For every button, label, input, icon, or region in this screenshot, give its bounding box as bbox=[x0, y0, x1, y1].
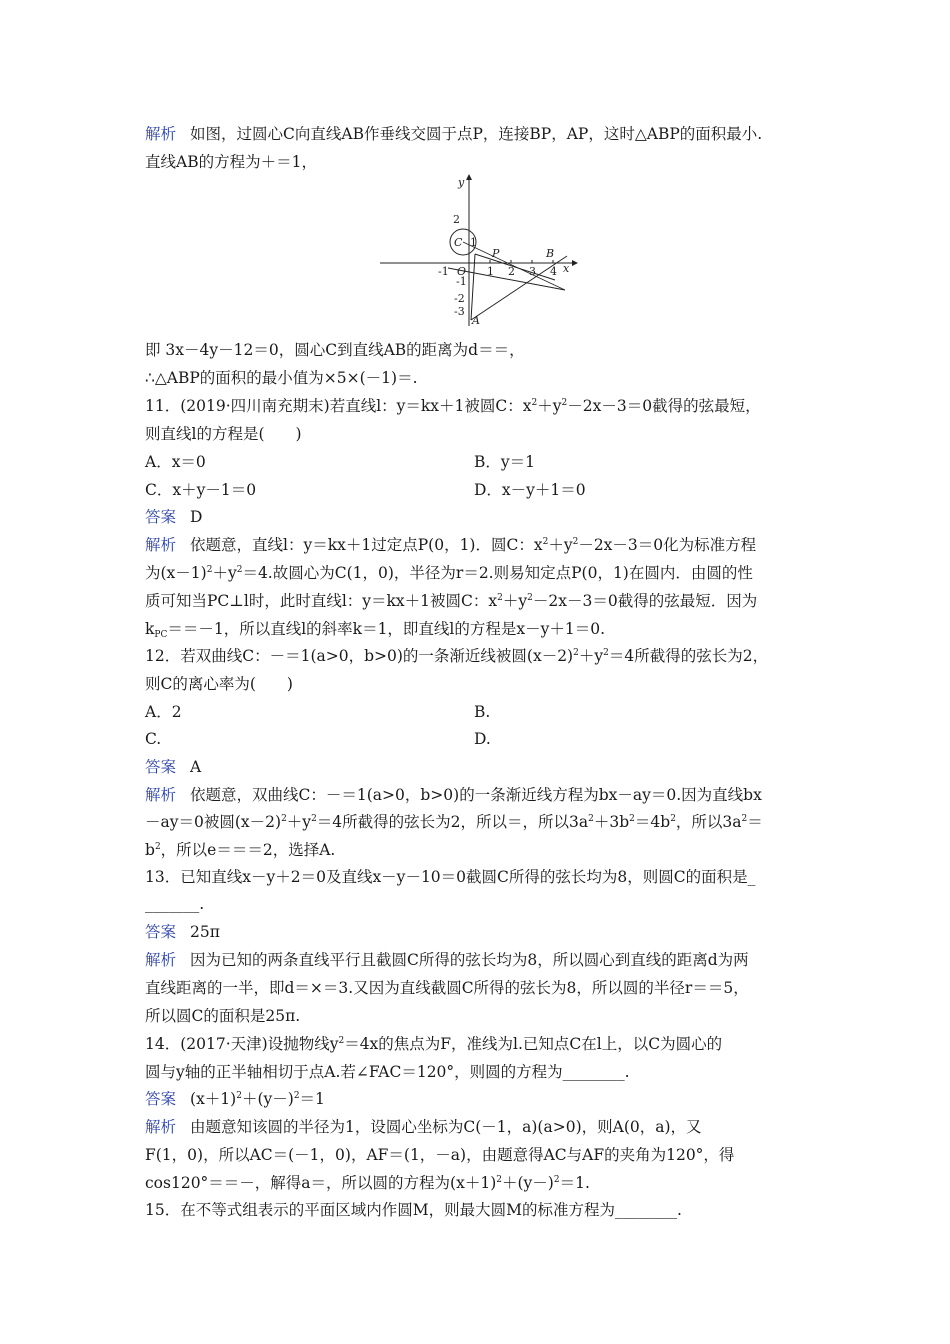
line-pa bbox=[471, 254, 475, 320]
x-tick-2: 2 bbox=[508, 265, 515, 278]
q12-option-c: C. bbox=[145, 730, 162, 748]
q11-option-d: D．x－y＋1＝0 bbox=[474, 481, 586, 499]
coordinate-figure bbox=[380, 172, 580, 332]
x-axis-arrow bbox=[572, 260, 578, 266]
x-axis-label: x bbox=[563, 262, 570, 275]
q14-analysis-2: F(1，0)，所以AC＝(－1，0)，AF＝(1，－a)，由题意得AC与AF的夹角为120°，得 bbox=[145, 1146, 735, 1164]
q11-analysis-4: $k_{PC}==-1$，所以直线l的斜率k＝1，即直线l的方程是x－y＋1＝0. bbox=[145, 620, 606, 640]
q12-analysis-3: $b^2$，所以e＝＝＝2，选择A. bbox=[145, 841, 336, 859]
q12-analysis-1: 解析 依题意，双曲线C：－＝1(a>0，b>0)的一条渐近线方程为bx－ay＝0.因为直线bx bbox=[145, 786, 762, 804]
q14-answer: 答案 $(x+1)^2+(y-)^2=1$ bbox=[145, 1090, 325, 1108]
q15-stem-1: 15．在不等式组表示的平面区域内作圆M，则最大圆M的标准方程为________. bbox=[145, 1201, 682, 1219]
q11-option-a: A．x＝0 bbox=[145, 453, 206, 471]
q12-analysis-2: －ay＝0被圆$(x-2)^2+y^2=4$所截得的弦长为2，所以＝，所以$3a^2+3b^2=4b^2$，所以$3a^2=$ bbox=[145, 813, 763, 831]
q11-stem-2: 则直线l的方程是( ) bbox=[145, 425, 302, 443]
label-c-one: 1 bbox=[470, 236, 477, 249]
label-p: P bbox=[492, 247, 500, 260]
label-b: B bbox=[546, 247, 555, 260]
q14-analysis-1: 解析 由题意知该圆的半径为1，设圆心坐标为C(－1，a)(a>0)，则A(0，a)，又 bbox=[145, 1118, 702, 1136]
answer-tag: 答案 bbox=[145, 923, 177, 941]
analysis-tag: 解析 bbox=[145, 125, 177, 143]
q12-stem-2: 则C的离心率为( ) bbox=[145, 675, 293, 693]
q14-stem-1: 14．(2017·天津)设抛物线$y^2=4x$的焦点为F，准线为l.已知点C在l上，以C为圆心的 bbox=[145, 1035, 723, 1053]
y-axis-label: y bbox=[458, 176, 465, 189]
q14-analysis-3: cos120°＝＝－，解得a＝，所以圆的方程为$(x+1)^2+(y-)^2=1$. bbox=[145, 1174, 590, 1192]
y-axis-arrow bbox=[466, 174, 472, 180]
label-origin: O bbox=[457, 265, 467, 278]
q12-option-d: D. bbox=[474, 730, 491, 748]
analysis-tag: 解析 bbox=[145, 786, 177, 804]
after-fig-line-2: ∴△ABP的面积的最小值为×5×(－1)＝. bbox=[145, 369, 418, 387]
x-tick-1: 1 bbox=[487, 265, 494, 278]
intro-line-1: 解析 如图，过圆心C向直线AB作垂线交圆于点P，连接BP，AP，这时△ABP的面积最小. bbox=[145, 125, 763, 143]
x-tick-3: 3 bbox=[529, 265, 536, 278]
q13-stem-1: 13．已知直线x－y＋2＝0及直线x－y－10＝0截圆C所得的弦长均为8，则圆C的面积是_ bbox=[145, 868, 756, 886]
q13-stem-2: _______. bbox=[145, 895, 205, 913]
q11-analysis-1: 解析 依题意，直线l：y＝kx＋1过定点P(0，1)．圆C：$x^2+y^2-2x-3=0$化为标准方程 bbox=[145, 536, 757, 554]
label-c: C bbox=[454, 236, 463, 249]
analysis-tag: 解析 bbox=[145, 951, 177, 969]
y-tick-neg3: -3 bbox=[454, 305, 465, 318]
y-tick-2: 2 bbox=[453, 213, 460, 226]
y-tick-neg2: -2 bbox=[454, 292, 465, 305]
q13-analysis-3: 所以圆C的面积是25π. bbox=[145, 1007, 301, 1025]
q12-stem-1: 12．若双曲线C：－＝1(a>0，b>0)的一条渐近线被圆$(x-2)^2+y^2=4$所截得的弦长为2， bbox=[145, 647, 769, 665]
q12-answer: 答案 A bbox=[145, 758, 202, 776]
q14-stem-2: 圆与y轴的正半轴相切于点A.若∠FAC＝120°，则圆的方程为________. bbox=[145, 1063, 630, 1081]
x-tick-4: 4 bbox=[550, 265, 557, 278]
q11-option-c: C．x＋y－1＝0 bbox=[145, 481, 257, 499]
q11-option-b: B．y＝1 bbox=[474, 453, 536, 471]
q11-stem-1: 11．(2019·四川南充期末)若直线l：y＝kx＋1被圆C：$x^2+y^2-2x-3=0$截得的弦最短， bbox=[145, 397, 761, 415]
q13-analysis-1: 解析 因为已知的两条直线平行且截圆C所得的弦长均为8，所以圆心到直线的距离d为两 bbox=[145, 951, 749, 969]
answer-tag: 答案 bbox=[145, 508, 177, 526]
analysis-tag: 解析 bbox=[145, 536, 177, 554]
y-tick-neg1: -1 bbox=[456, 275, 467, 288]
label-a: A bbox=[472, 314, 480, 327]
q12-option-b: B. bbox=[474, 703, 491, 721]
q11-analysis-2: 为$(x-1)^2+y^2=4$.故圆心为C(1，0)，半径为r＝2.则易知定点P(0，1)在圆内．由圆的性 bbox=[145, 564, 753, 582]
q13-analysis-2: 直线距离的一半，即d＝×＝3.又因为直线截圆C所得的弦长为8，所以圆的半径r＝＝5， bbox=[145, 979, 749, 997]
after-fig-line-1: 即 3x－4y－12＝0，圆心C到直线AB的距离为d＝＝， bbox=[145, 341, 525, 359]
x-tick-neg1: -1 bbox=[438, 265, 449, 278]
intro-line-2: 直线AB的方程为＋＝1， bbox=[145, 153, 317, 171]
q12-option-a: A．2 bbox=[145, 703, 182, 721]
answer-tag: 答案 bbox=[145, 758, 177, 776]
q11-analysis-3: 质可知当PC⊥l时，此时直线l：y＝kx＋1被圆C：$x^2+y^2-2x-3=0$截得的弦最短．因为 bbox=[145, 592, 758, 610]
answer-tag: 答案 bbox=[145, 1090, 177, 1108]
analysis-tag: 解析 bbox=[145, 1118, 177, 1136]
q11-answer: 答案 D bbox=[145, 508, 203, 526]
q13-answer: 答案 25π bbox=[145, 923, 220, 941]
